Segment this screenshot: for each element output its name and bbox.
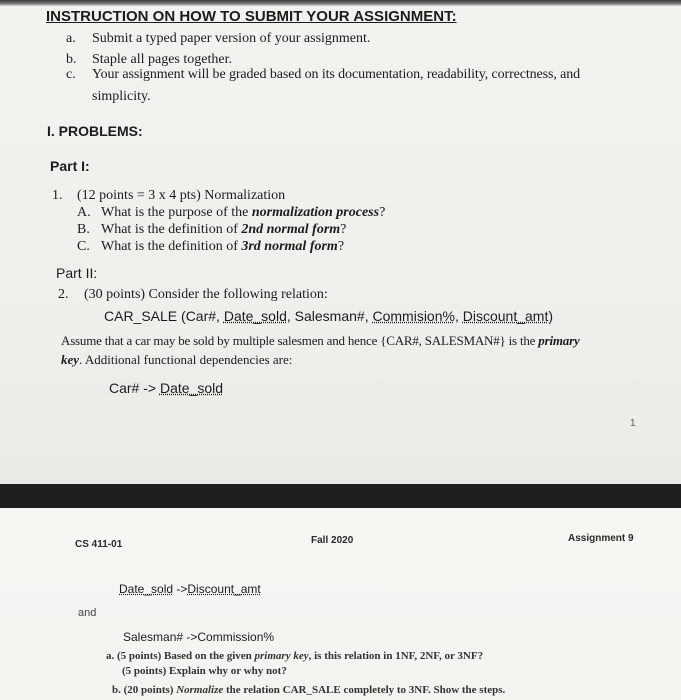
relation-pre: CAR_SALE (Car#, bbox=[104, 308, 224, 324]
relation-mid: , Salesman#, bbox=[286, 308, 373, 324]
qa-text: a. (5 points) Based on the given bbox=[106, 650, 255, 662]
fd-arrow: -> bbox=[173, 582, 188, 596]
sub-marker: A. bbox=[77, 205, 91, 220]
q1-sub-b-text bbox=[101, 222, 346, 238]
q1-text: (12 points = 3 x 4 pts) Normalization bbox=[77, 188, 286, 203]
footer-assignment: Assignment 9 bbox=[568, 533, 634, 544]
page-top-edge bbox=[0, 0, 681, 6]
and-connector: and bbox=[78, 607, 97, 619]
sub-emphasis: 3rd normal form bbox=[241, 239, 338, 254]
assume-text: Assume that a car may be sold by multiple salesmen and hence {CAR#, SALESMAN#} is the bbox=[61, 333, 539, 348]
sub-marker: C. bbox=[77, 239, 90, 254]
q2-text: (30 points) Consider the following relation: bbox=[84, 287, 328, 302]
fd-datesold-discount bbox=[119, 582, 261, 596]
qa-text-end: , is this relation in 1NF, 2NF, or 3NF? bbox=[308, 650, 484, 662]
instruction-item-c-text: Your assignment will be graded based on its documentation, readability, correctness, and bbox=[92, 67, 581, 82]
item-marker: b. bbox=[66, 52, 77, 67]
sub-emphasis: normalization process bbox=[251, 205, 380, 220]
footer-course: CS 411-01 bbox=[75, 539, 123, 550]
assume-line-2 bbox=[61, 352, 292, 368]
q1-sub-b bbox=[77, 222, 90, 238]
q1-sub-a-text bbox=[101, 205, 385, 221]
q2-number: 2. bbox=[58, 287, 69, 302]
relation-schema bbox=[104, 308, 553, 324]
qb-text: b. (20 points) bbox=[112, 684, 177, 696]
instruction-item-a-text: Submit a typed paper version of your assignment. bbox=[92, 31, 371, 46]
stray-mark: 1 bbox=[630, 418, 636, 429]
fd-lhs: Date_sold bbox=[119, 582, 174, 596]
assume-emphasis-key: key bbox=[61, 352, 80, 367]
footer-term: Fall 2020 bbox=[311, 535, 354, 546]
question-a bbox=[106, 650, 483, 662]
q1-sub-c bbox=[77, 239, 90, 255]
instruction-item-c bbox=[66, 67, 76, 83]
sub-text-end: ? bbox=[340, 222, 347, 237]
instruction-item-c-text-cont: simplicity. bbox=[92, 89, 151, 104]
relation-post: ) bbox=[548, 308, 553, 324]
item-marker: a. bbox=[66, 31, 76, 46]
instructions-heading-text: INSTRUCTION ON HOW TO SUBMIT YOUR ASSIGNMENT: bbox=[46, 8, 457, 25]
question-a-explain: (5 points) Explain why or why not? bbox=[122, 665, 287, 677]
fd-lhs: Car# -> bbox=[109, 380, 160, 396]
page-gap-band bbox=[0, 484, 681, 508]
sub-text: What is the definition of bbox=[101, 239, 242, 254]
qb-emphasis: Normalize bbox=[176, 684, 224, 696]
fd-car-datesold bbox=[109, 380, 223, 396]
instruction-item-b bbox=[66, 52, 77, 68]
part2-label: Part II: bbox=[56, 265, 98, 281]
relation-sep: , bbox=[454, 308, 463, 324]
fd-salesman-commission: Salesman# ->Commission% bbox=[123, 630, 275, 644]
relation-attr-date-sold: Date_sold bbox=[223, 308, 287, 324]
item-marker: c. bbox=[66, 67, 76, 82]
qb-text-end: the relation CAR_SALE completely to 3NF. Show the steps. bbox=[223, 684, 506, 696]
sub-marker: B. bbox=[77, 222, 90, 237]
assume-emphasis: primary bbox=[538, 333, 580, 348]
sub-text-end: ? bbox=[379, 205, 386, 220]
instructions-heading bbox=[46, 8, 457, 25]
question-b bbox=[112, 684, 505, 696]
instruction-item-a bbox=[66, 31, 76, 47]
q1-sub-c-text bbox=[101, 239, 344, 255]
relation-attr-commision: Commision% bbox=[372, 308, 455, 324]
sub-text: What is the purpose of the bbox=[101, 205, 252, 220]
instruction-item-b-text: Staple all pages together. bbox=[92, 52, 232, 67]
problems-heading: I. PROBLEMS: bbox=[47, 123, 143, 139]
q1-sub-a bbox=[77, 205, 91, 221]
q1-number: 1. bbox=[52, 188, 63, 203]
fd-rhs: Discount_amt bbox=[187, 582, 261, 596]
assume-line-1 bbox=[61, 333, 580, 349]
qa-emphasis: primary key bbox=[254, 650, 309, 662]
assume-text-end: . Additional functional dependencies are: bbox=[79, 352, 293, 367]
part1-label: Part I: bbox=[50, 158, 90, 174]
sub-emphasis: 2nd normal form bbox=[241, 222, 341, 237]
relation-attr-discount: Discount_amt bbox=[462, 308, 549, 324]
sub-text: What is the definition of bbox=[101, 222, 242, 237]
sub-text-end: ? bbox=[337, 239, 345, 254]
fd-rhs: Date_sold bbox=[159, 380, 224, 396]
